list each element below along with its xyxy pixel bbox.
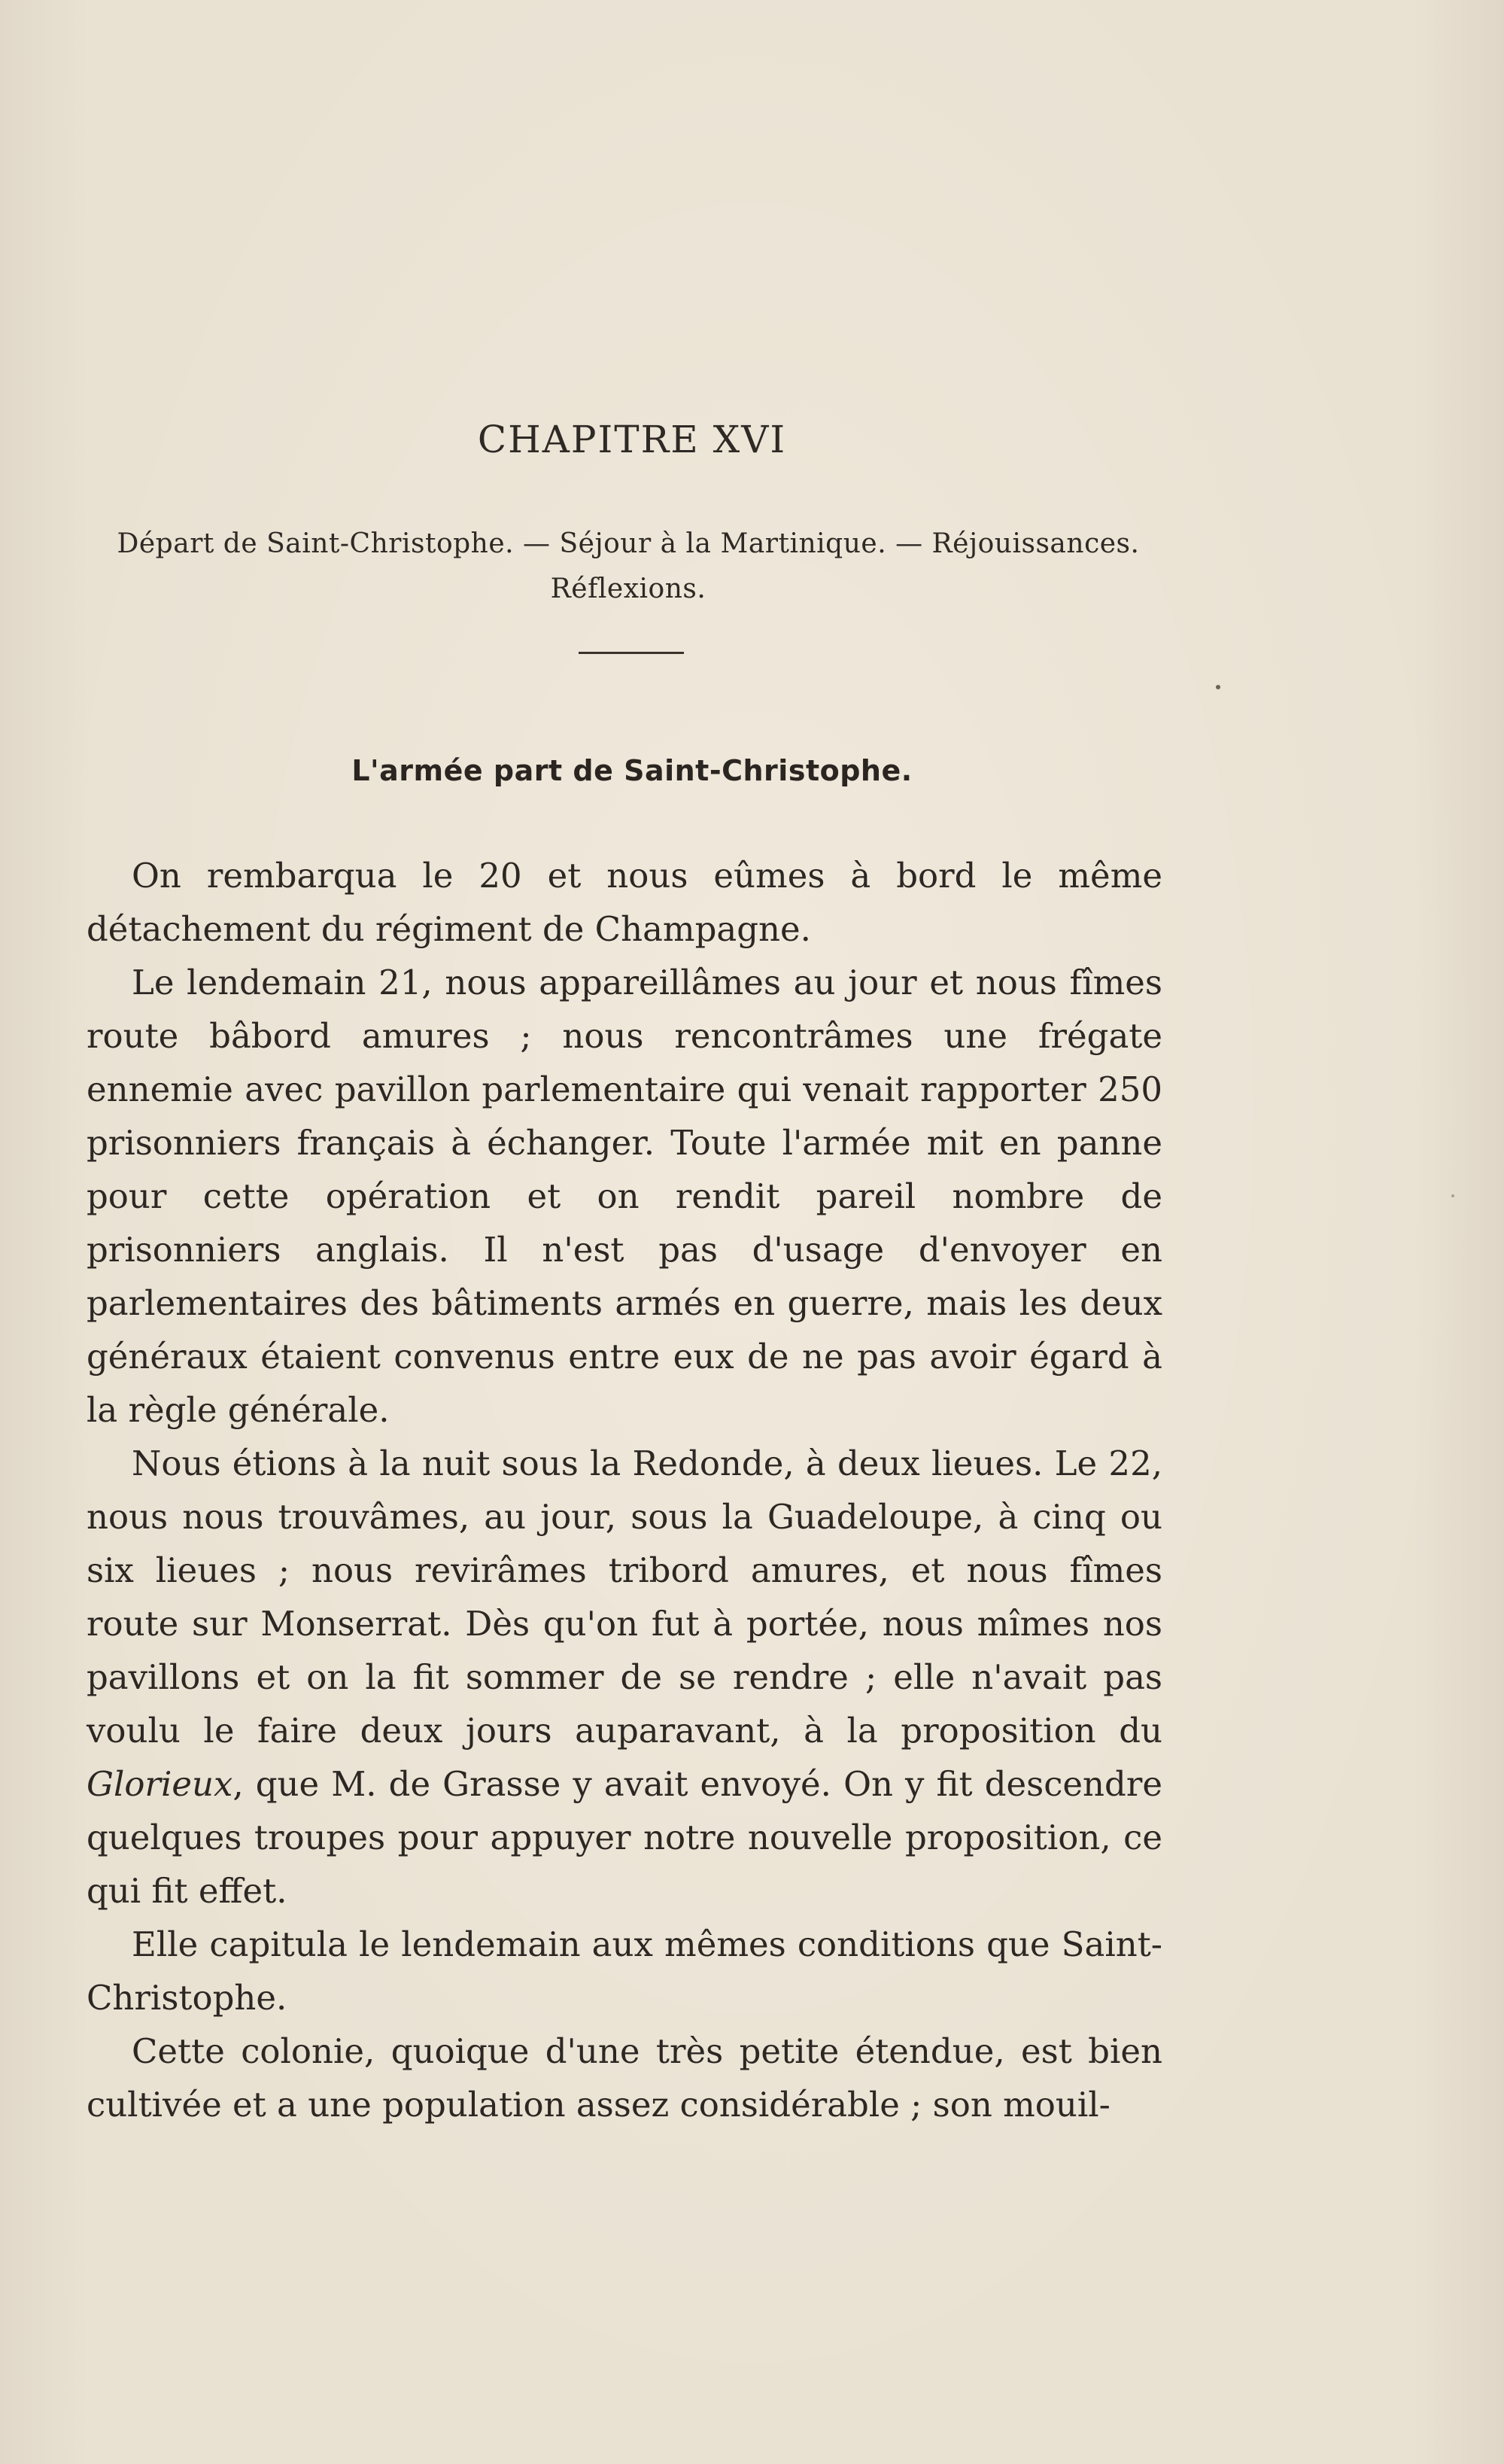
paper-speck xyxy=(1451,1194,1454,1197)
paragraph: Elle capitula le lendemain aux mêmes conditions que Saint-Christophe. xyxy=(87,1924,1162,2018)
paragraph: Cette colonie, quoique d'une très petite étendue, est bien cultivée et a une population assez considérable ; son mouil- xyxy=(87,2031,1162,2125)
paragraph xyxy=(87,1437,1162,1918)
separator-rule xyxy=(579,652,684,654)
section-heading: L'armée part de Saint-Christophe. xyxy=(351,754,913,787)
paragraph-text: Nous étions à la nuit sous la Redonde, à deux lieues. Le 22, nous nous trouvâmes, au jour, sous la Guadeloupe, à cinq ou six lieues ; nous revirâmes tribord amures, et nous fîmes route sur Monserrat. Dès qu'on fut à portée, nous mîmes nos pavillons et on la fit sommer de se rendre ; elle n'avait pas voulu le faire deux jours auparavant, à la proposition du xyxy=(87,1443,1162,1751)
body-text xyxy=(87,849,1162,2131)
chapter-summary-line-1: Départ de Saint-Christophe. — Séjour à la Martinique. — Réjouissances. xyxy=(117,528,1140,559)
paragraph: On rembarqua le 20 et nous eûmes à bord le même détachement du régiment de Champagne. xyxy=(87,856,1162,949)
paper-speck xyxy=(1216,685,1220,689)
chapter-summary-line-2: Réflexions. xyxy=(550,573,706,604)
paragraph: Le lendemain 21, nous appareillâmes au jour et nous fîmes route bâbord amures ; nous rencontrâmes une frégate ennemie avec pavillon parlementaire qui venait rapporter 250 prisonniers français à échanger. Toute l'armée mit en panne pour cette opération et on rendit pareil nombre de prisonniers anglais. Il n'est pas d'usage d'envoyer en parlementaires des bâtiments armés en guerre, mais les deux généraux étaient convenus entre eux de ne pas avoir égard à la règle générale. xyxy=(87,963,1162,1430)
chapter-title: CHAPITRE XVI xyxy=(477,418,787,461)
paragraph-text: , que M. de Grasse y avait envoyé. On y fit descendre quelques troupes pour appuyer notre nouvelle proposition, ce qui fit effet. xyxy=(87,1764,1162,1911)
ship-name-italic: Glorieux xyxy=(87,1764,233,1804)
chapter-summary xyxy=(87,522,1170,612)
